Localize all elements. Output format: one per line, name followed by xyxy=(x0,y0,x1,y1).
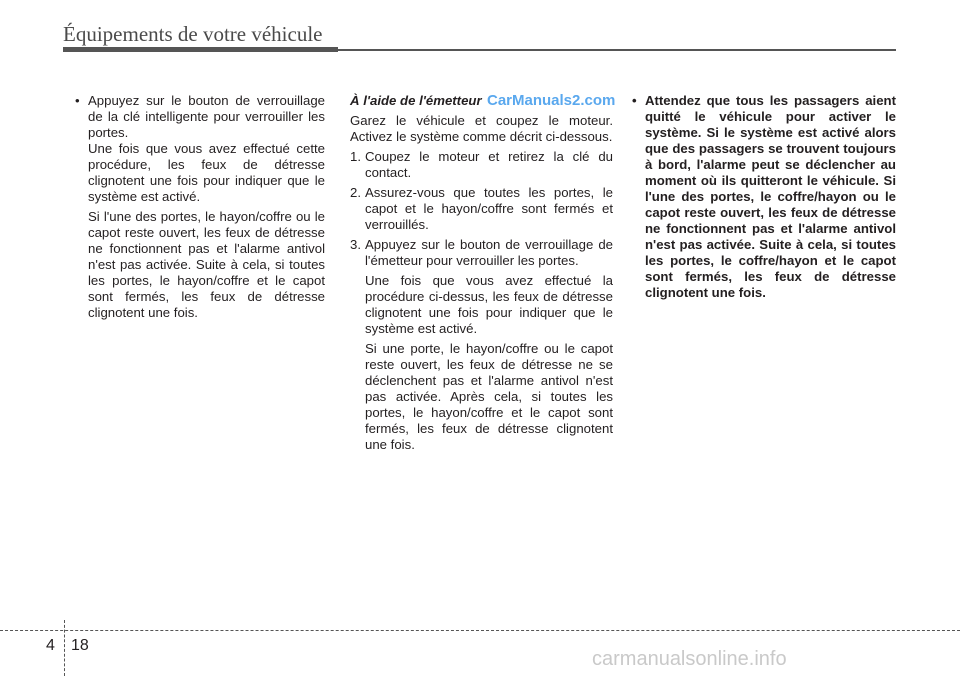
step-number: 1. xyxy=(350,149,361,164)
bullet-text: Appuyez sur le bouton de verrouillage de la clé intelligente pour verrouiller les portes. xyxy=(88,93,325,140)
paragraph: Si une porte, le hayon/coffre ou le capot reste ouvert, les feux de détresse ne se déclenchent pas et l'alarme antivol n'est pas activée. Après cela, si toutes les portes, le hayon/coffre et le capot sont fermés, les feux de détresse clignotent une fois. xyxy=(365,341,613,452)
footer-rule xyxy=(0,630,960,631)
column-2 xyxy=(350,92,616,457)
numbered-step xyxy=(350,185,613,233)
paragraph: Une fois que vous avez effectué cette procédure, les feux de détresse clignotent une fois pour indiquer que le système est activé. xyxy=(88,141,325,204)
footer-watermark: carmanualsonline.info xyxy=(592,648,787,670)
step-text: Coupez le moteur et retirez la clé du contact. xyxy=(365,149,613,180)
section-number: 4 xyxy=(46,637,55,654)
section-heading: À l'aide de l'émetteur xyxy=(350,93,482,108)
page-header-title: Équipements de votre véhicule xyxy=(63,22,323,46)
bullet-item xyxy=(632,93,896,301)
paragraph: Garez le véhicule et coupez le moteur. Activez le système comme décrit ci-dessous. xyxy=(350,113,613,144)
step-text: Assurez-vous que toutes les portes, le capot et le hayon/coffre sont fermés et verrouillés. xyxy=(365,185,613,232)
numbered-step xyxy=(350,237,613,269)
step-number: 2. xyxy=(350,185,361,200)
bullet-text: Attendez que tous les passagers aient quitté le véhicule pour activer le système. Si le système est activé alors que des passagers se trouvent toujours à bord, l'alarme peut se déclencher au moment où ils quitteront le véhicule. Si l'une des portes, le coffre/hayon ou le capot reste ouvert, les feux de détresse ne fonctionnent pas et l'alarme antivol n'est pas activée. Suite à cela, si toutes les portes, le coffre/hayon et le capot sont fermés, les feux de détresse clignotent une fois. xyxy=(645,93,896,300)
column-3 xyxy=(632,93,896,301)
step-text: Appuyez sur le bouton de verrouillage de l'émetteur pour verrouiller les portes. xyxy=(365,237,613,268)
bullet-icon: • xyxy=(75,93,80,108)
paragraph: Une fois que vous avez effectué la procédure ci-dessus, les feux de détresse clignotent une fois pour indiquer que le système est activé. xyxy=(365,273,613,336)
paragraph: Si l'une des portes, le hayon/coffre ou le capot reste ouvert, les feux de détresse ne fonctionnent pas et l'alarme antivol n'est pas activée. Suite à cela, si toutes les portes, le hayon/coffre et le capot sont fermés, les feux de détresse clignotent une fois. xyxy=(88,209,325,320)
column-1 xyxy=(75,93,325,325)
step-number: 3. xyxy=(350,237,361,252)
numbered-step xyxy=(350,149,613,181)
bullet-item xyxy=(75,93,325,141)
watermark-text: CarManuals2.com xyxy=(487,92,616,109)
header-rule-thin xyxy=(338,49,896,51)
header-rule-thick xyxy=(63,47,338,52)
bullet-icon: • xyxy=(632,93,637,108)
page-number: 18 xyxy=(71,637,89,654)
footer-divider xyxy=(64,620,65,676)
